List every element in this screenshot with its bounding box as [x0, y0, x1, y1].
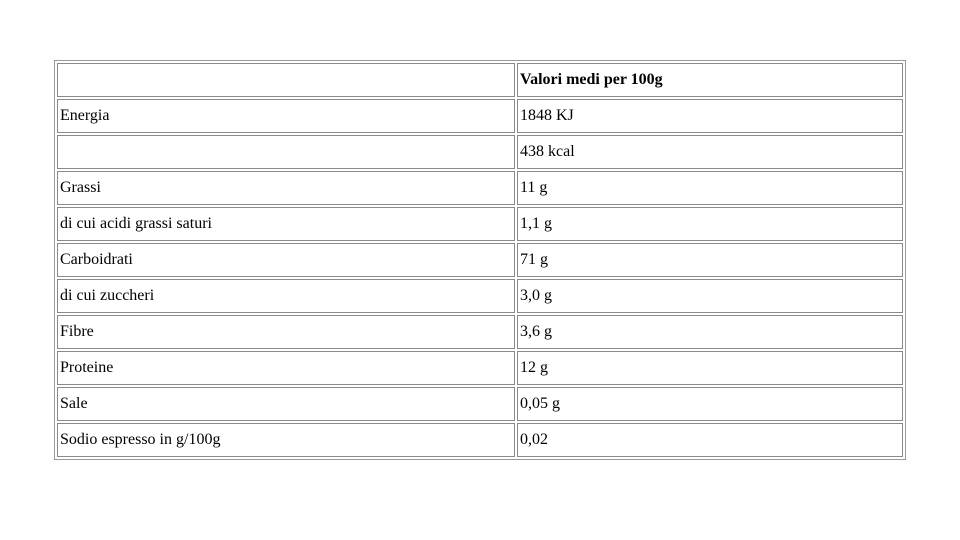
nutrient-name-cell: Sale: [57, 387, 515, 421]
table-row: [57, 279, 903, 313]
table-row: [57, 243, 903, 277]
header-name-cell: [57, 63, 515, 97]
nutrient-value-cell: 3,6 g: [517, 315, 903, 349]
nutrient-name-cell: di cui zuccheri: [57, 279, 515, 313]
nutrition-table: [54, 60, 906, 460]
table-header-row: [57, 63, 903, 97]
nutrient-name-cell: Energia: [57, 99, 515, 133]
nutrient-name-cell: Proteine: [57, 351, 515, 385]
table-row: [57, 351, 903, 385]
nutrient-value-cell: 12 g: [517, 351, 903, 385]
nutrient-value-cell: 11 g: [517, 171, 903, 205]
nutrient-value-cell: 1,1 g: [517, 207, 903, 241]
nutrient-name-cell: Sodio espresso in g/100g: [57, 423, 515, 457]
header-value-cell: Valori medi per 100g: [517, 63, 903, 97]
table-row: [57, 315, 903, 349]
nutrient-name-cell: di cui acidi grassi saturi: [57, 207, 515, 241]
nutrient-value-cell: 71 g: [517, 243, 903, 277]
nutrient-value-cell: 1848 KJ: [517, 99, 903, 133]
nutrient-value-cell: 3,0 g: [517, 279, 903, 313]
table-row: [57, 99, 903, 133]
nutrient-value-cell: 438 kcal: [517, 135, 903, 169]
table-row: [57, 135, 903, 169]
nutrient-name-cell: Fibre: [57, 315, 515, 349]
table-row: [57, 207, 903, 241]
nutrient-value-cell: 0,02: [517, 423, 903, 457]
nutrient-name-cell: [57, 135, 515, 169]
nutrient-name-cell: Grassi: [57, 171, 515, 205]
nutrient-value-cell: 0,05 g: [517, 387, 903, 421]
table-row: [57, 423, 903, 457]
table-row: [57, 171, 903, 205]
table-row: [57, 387, 903, 421]
nutrient-name-cell: Carboidrati: [57, 243, 515, 277]
